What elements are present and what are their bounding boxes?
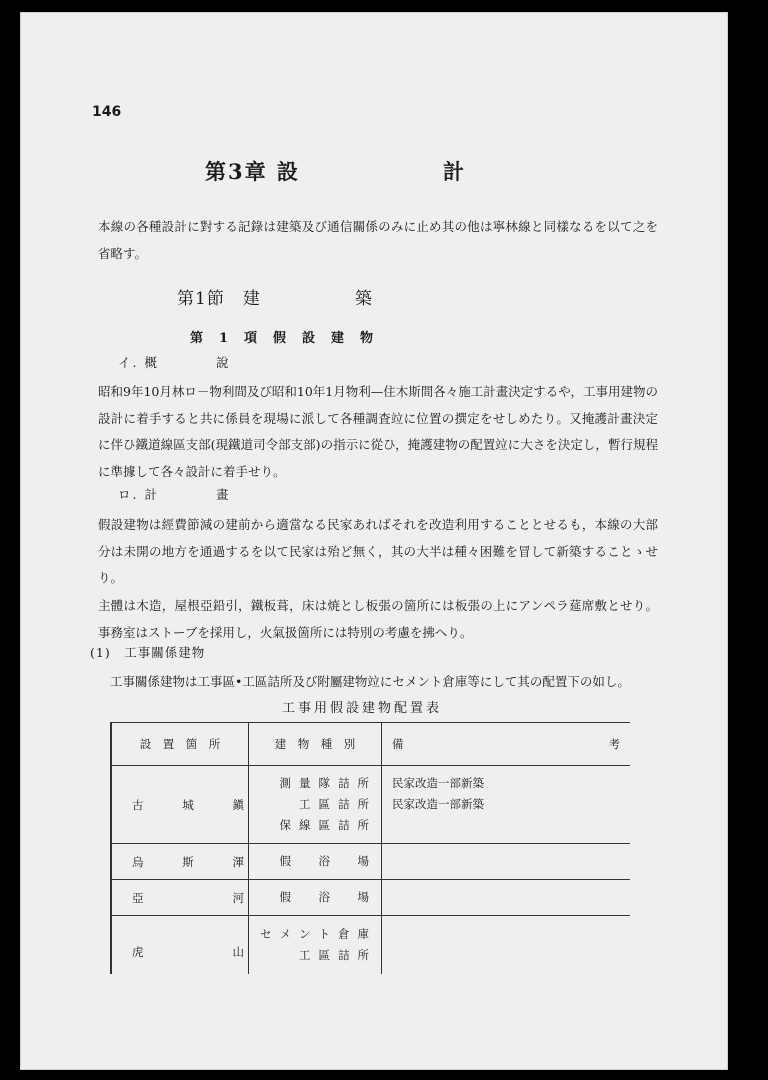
chapter-title-right: 計	[443, 159, 466, 184]
remarks-cell	[382, 880, 631, 916]
type-line: 工區詰所	[299, 797, 377, 811]
type-line: 假 浴 場	[279, 890, 377, 904]
loc-char: 斯	[182, 854, 194, 869]
header-remarks	[382, 723, 631, 766]
loc-char: 亞	[132, 890, 144, 905]
type-cell	[249, 916, 382, 974]
table-row	[111, 844, 630, 880]
type-line: 保線區詰所	[279, 818, 377, 832]
remark-line	[382, 887, 630, 908]
remark-line	[382, 851, 630, 872]
loc-char: 古	[132, 797, 144, 812]
loc-char: 虎	[132, 944, 144, 959]
location-cell	[111, 766, 249, 844]
remark-line	[382, 815, 630, 836]
loc-char: 山	[232, 944, 244, 959]
subheading-a	[118, 353, 231, 371]
type-cell	[249, 844, 382, 880]
section-heading-right: 築	[355, 289, 373, 309]
table-row	[111, 880, 630, 916]
facility-table	[110, 722, 630, 974]
type-cell	[249, 880, 382, 916]
header-remarks-1: 備	[392, 737, 404, 751]
paragraph-a: 昭和9年10月林ロ－物利間及び昭和10年1月物利—住木斯間各々施工計畫決定するや，工事用建物の設計に着手すると共に係員を現場に派して各種調査竝に位置の撰定をせしめたり。又掩護計畫決定に伴ひ鐵道線區支部(現鐵道司令部支部)の指示に從ひ，掩護建物の配置竝に大さを決定し，暫行規程に準據して各々設計に着手せり。	[98, 384, 658, 479]
subheading-b-left: ロ. 計	[118, 487, 159, 502]
loc-char: 渾	[232, 854, 244, 869]
type-line: 工區詰所	[299, 947, 377, 962]
chapter-title	[205, 156, 485, 186]
loc-char: 鎭	[232, 797, 244, 812]
header-location: 設 置 箇 所	[111, 723, 249, 766]
subheading-a-left: イ. 概	[118, 355, 159, 370]
subheading-a-right: 說	[216, 355, 231, 370]
subheading-b-right: 畫	[216, 487, 231, 502]
header-type: 建 物 種 別	[249, 723, 382, 766]
chapter-title-left: 第3章 設	[205, 159, 300, 184]
remarks-cell	[382, 844, 631, 880]
paragraph-b: 假設建物は經費節減の建前から適當なる民家あればそれを改造利用することとせるも，本線の大部分は未開の地方を通過するを以て民家は殆ど無く，其の大半は種々困難を冒して新築することゝせり。	[98, 517, 658, 585]
remarks-cell	[382, 916, 631, 974]
subheading-1: (1) 工事關係建物	[90, 645, 206, 660]
item-heading: 第1項假設建物	[190, 331, 390, 346]
remark-line	[382, 924, 630, 945]
paragraph-c: 主體は木造，屋根亞鉛引，鐵板葺，床は焼とし板張の箇所には板張の上にアンペラ莚席敷とせり。事務室はストーブを採用し，火氣扱箇所には特別の考慮を拂へり。	[98, 598, 658, 640]
paragraph-d: 工事關係建物は工事區•工區詰所及び附屬建物竝にセメント倉庫等にして其の配置下の如し。	[110, 674, 630, 689]
table-header-row	[111, 723, 630, 766]
type-line: セメント倉庫	[260, 926, 377, 941]
page-number: 146	[92, 104, 122, 120]
location-cell	[111, 844, 249, 880]
remark-line: 民家改造一部新築	[392, 797, 484, 811]
table-title: 工事用假設建物配置表	[282, 701, 443, 716]
remarks-cell	[382, 766, 631, 844]
location-cell	[111, 880, 249, 916]
remark-line	[382, 945, 630, 966]
type-cell	[249, 766, 382, 844]
loc-char: 烏	[132, 854, 144, 869]
table-row	[111, 766, 630, 844]
type-line: 假 浴 場	[279, 854, 377, 868]
loc-char: 河	[232, 890, 244, 905]
type-line: 測量隊詰所	[279, 776, 377, 790]
location-cell	[111, 916, 249, 974]
section-heading-left: 第1節 建	[177, 289, 261, 309]
section-heading	[177, 284, 407, 309]
remark-line: 民家改造一部新築	[392, 776, 484, 790]
subheading-b	[118, 485, 231, 503]
intro-paragraph: 本線の各種設計に對する記錄は建築及び通信關係のみに止め其の他は寧林線と同樣なるを以て之を省略す。	[98, 219, 658, 261]
loc-char: 城	[182, 797, 194, 812]
table-row	[111, 916, 630, 974]
header-remarks-2: 考	[608, 737, 620, 751]
